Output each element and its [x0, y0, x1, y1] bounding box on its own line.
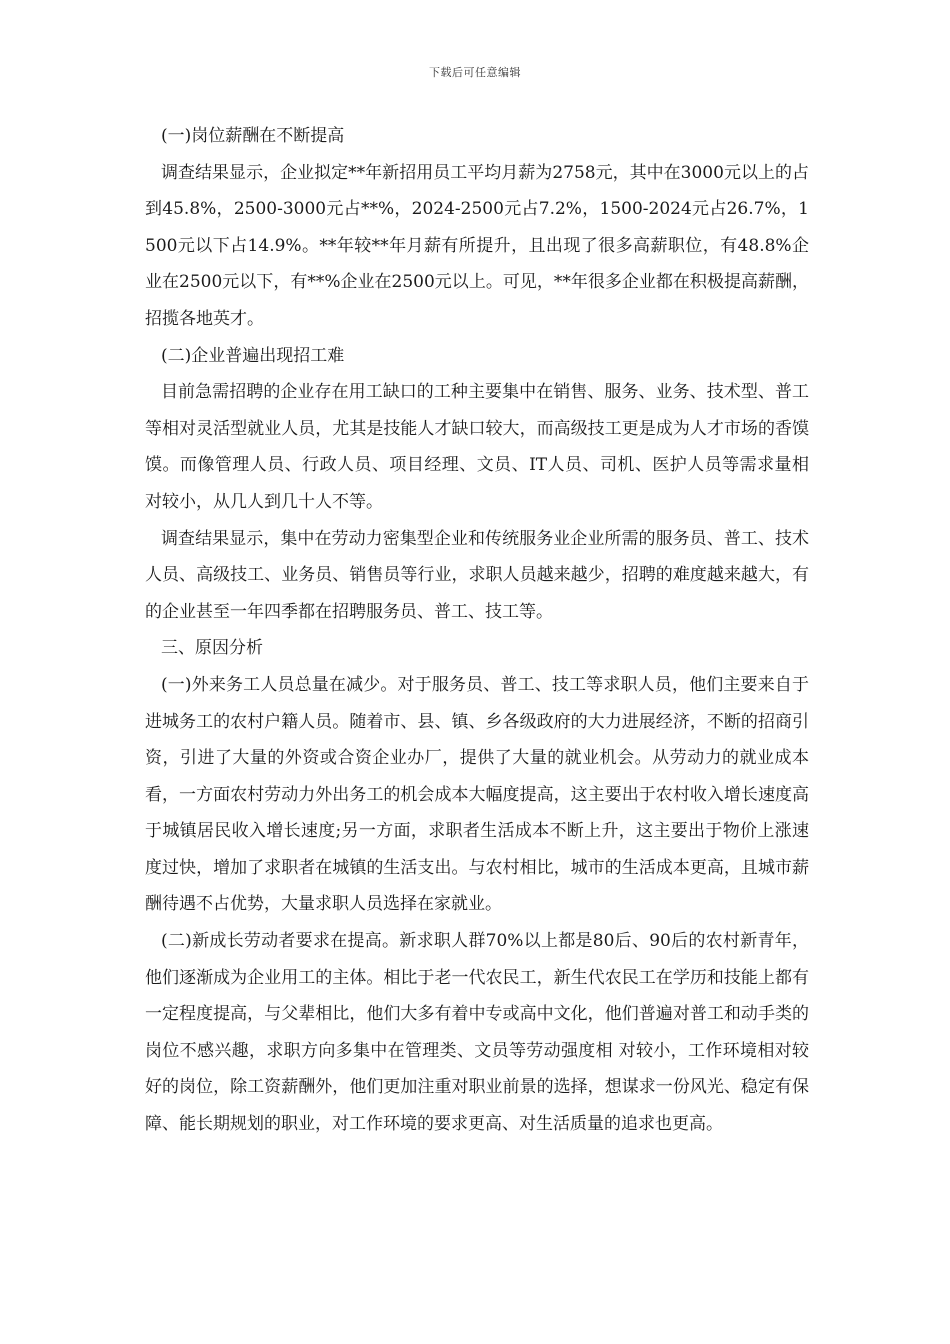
document-body [145, 118, 809, 1143]
section-heading-salary: (一)岗位薪酬在不断提高 [161, 126, 345, 146]
paragraph-labor-shortage: 目前急需招聘的企业存在用工缺口的工种主要集中在销售、服务、业务、技术型、普工等相对灵活型就业人员，尤其是技能人才缺口较大，而高级技工更是成为人才市场的香馍馍。而像管理人员、行政人员、项目经理、文员、IT人员、司机、医护人员等需求量相对较小，从几人到几十人不等。 [145, 382, 809, 512]
section-heading-cause-analysis: 三、原因分析 [161, 638, 263, 659]
paragraph-migrant-workers: (一)外来务工人员总量在减少。对于服务员、普工、技工等求职人员，他们主要来自于进城务工的农村户籍人员。随着市、县、镇、乡各级政府的大力进展经济，不断的招商引资，引进了大量的外资或合资企业办厂，提供了大量的就业机会。从劳动力的就业成本看，一方面农村劳动力外出务工的机会成本大幅度提高，这主要出于农村收入增长速度高于城镇居民收入增长速度;另一方面，求职者生活成本不断上升，这主要出于物价上涨速度过快，增加了求职者在城镇的生活支出。与农村相比，城市的生活成本更高，且城市薪酬待遇不占优势，大量求职人员选择在家就业。 [145, 674, 809, 915]
paragraph-new-workforce: (二)新成长劳动者要求在提高。新求职人群70%以上都是80后、90后的农村新青年，他们逐渐成为企业用工的主体。相比于老一代农民工，新生代农民工在学历和技能上都有一定程度提高，与父辈相比，他们大多有着中专或高中文化，他们普遍对普工和动手类的岗位不感兴趣，求职方向多集中在管理类、文员等劳动强度相 对较小，工作环境相对较好的岗位，除工资薪酬外，他们更加注重对职业前景的选择，想谋求一份风光、稳定有保障、能长期规划的职业，对工作环境的要求更高、对生活质量的追求也更高。 [145, 931, 809, 1135]
paragraph-survey-results: 调查结果显示，集中在劳动力密集型企业和传统服务业企业所需的服务员、普工、技术人员、高级技工、业务员、销售员等行业，求职人员越来越少，招聘的难度越来越大，有的企业甚至一年四季都在招聘服务员、普工、技工等。 [145, 528, 809, 622]
paragraph-salary-survey: 调查结果显示，企业拟定**年新招用员工平均月薪为2758元，其中在3000元以上的占到45.8%，2500-3000元占**%，2024-2500元占7.2%，1500-2024元占26.7%，1500元以下占14.9%。**年较**年月薪有所提升，且出现了很多高薪职位，有48.8%企业在2500元以下，有**%企业在2500元以上。可见，**年很多企业都在积极提高薪酬，招揽各地英才。 [145, 162, 809, 329]
section-heading-recruitment: (二)企业普遍出现招工难 [161, 345, 345, 366]
page-header: 下载后可任意编辑 [429, 66, 521, 79]
